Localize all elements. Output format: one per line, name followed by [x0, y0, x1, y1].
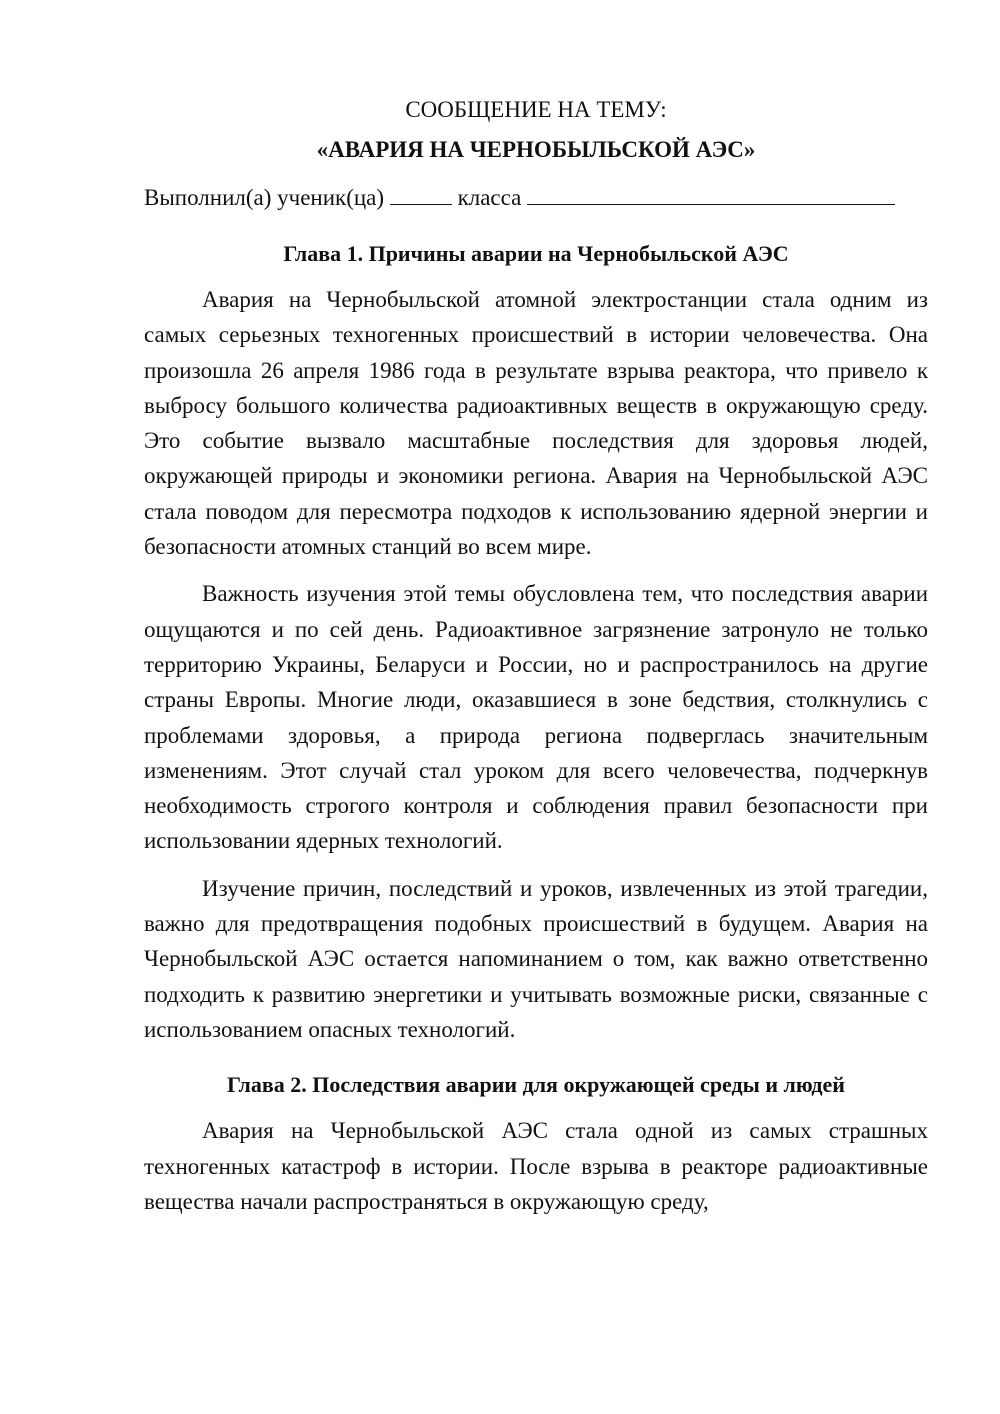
chapter-1-heading: Глава 1. Причины аварии на Чернобыльской АЭС [283, 241, 789, 266]
document-title-line-1: СООБЩЕНИЕ НА ТЕМУ: [405, 97, 667, 122]
author-line [144, 180, 928, 216]
chapter-2-paragraph-1: Авария на Чернобыльской АЭС стала одной из самых страшных техногенных катастроф в истории. После взрыва в реакторе радиоактивные вещества начали распространяться в окружающую среду, [144, 1118, 928, 1214]
chapter-1-paragraph-3: Изучение причин, последствий и уроков, извлеченных из этой трагедии, важно для предотвращения подобных происшествий в будущем. Авария на Чернобыльской АЭС остается напоминанием о том, как важно ответственно подходить к развитию энергетики и учитывать возможные риски, связанные с использованием опасных технологий. [144, 875, 928, 1042]
author-middle: класса [457, 185, 522, 210]
chapter-1-paragraph-2: Важность изучения этой темы обусловлена тем, что последствия аварии ощущаются и по сей день. Радиоактивное загрязнение затронуло не только территорию Украины, Беларуси и России, но и распространилось на другие страны Европы. Многие люди, оказавшиеся в зоне бедствия, столкнулись с проблемами здоровья, а природа региона подверглась значительным изменениям. Этот случай стал уроком для всего человечества, подчеркнув необходимость строгого контроля и соблюдения правил безопасности при использовании ядерных технологий. [144, 581, 928, 854]
chapter-1-paragraph-1: Авария на Чернобыльской атомной электростанции стала одним из самых серьезных техногенных происшествий в истории человечества. Она произошла 26 апреля 1986 года в результате взрыва реактора, что привело к выбросу большого количества радиоактивных веществ в окружающую среду. Это событие вызвало масштабные последствия для здоровья людей, окружающей природы и экономики региона. Авария на Чернобыльской АЭС стала поводом для пересмотра подходов к использованию ядерной энергии и безопасности атомных станций во всем мире. [144, 287, 928, 560]
grade-blank [390, 184, 452, 205]
document-title-line-2: «АВАРИЯ НА ЧЕРНОБЫЛЬСКОЙ АЭС» [316, 137, 756, 162]
document-page [144, 92, 928, 1231]
name-blank [527, 184, 895, 205]
chapter-2-heading: Глава 2. Последствия аварии для окружающей среды и людей [227, 1072, 845, 1098]
author-prefix: Выполнил(а) ученик(ца) [144, 185, 385, 210]
